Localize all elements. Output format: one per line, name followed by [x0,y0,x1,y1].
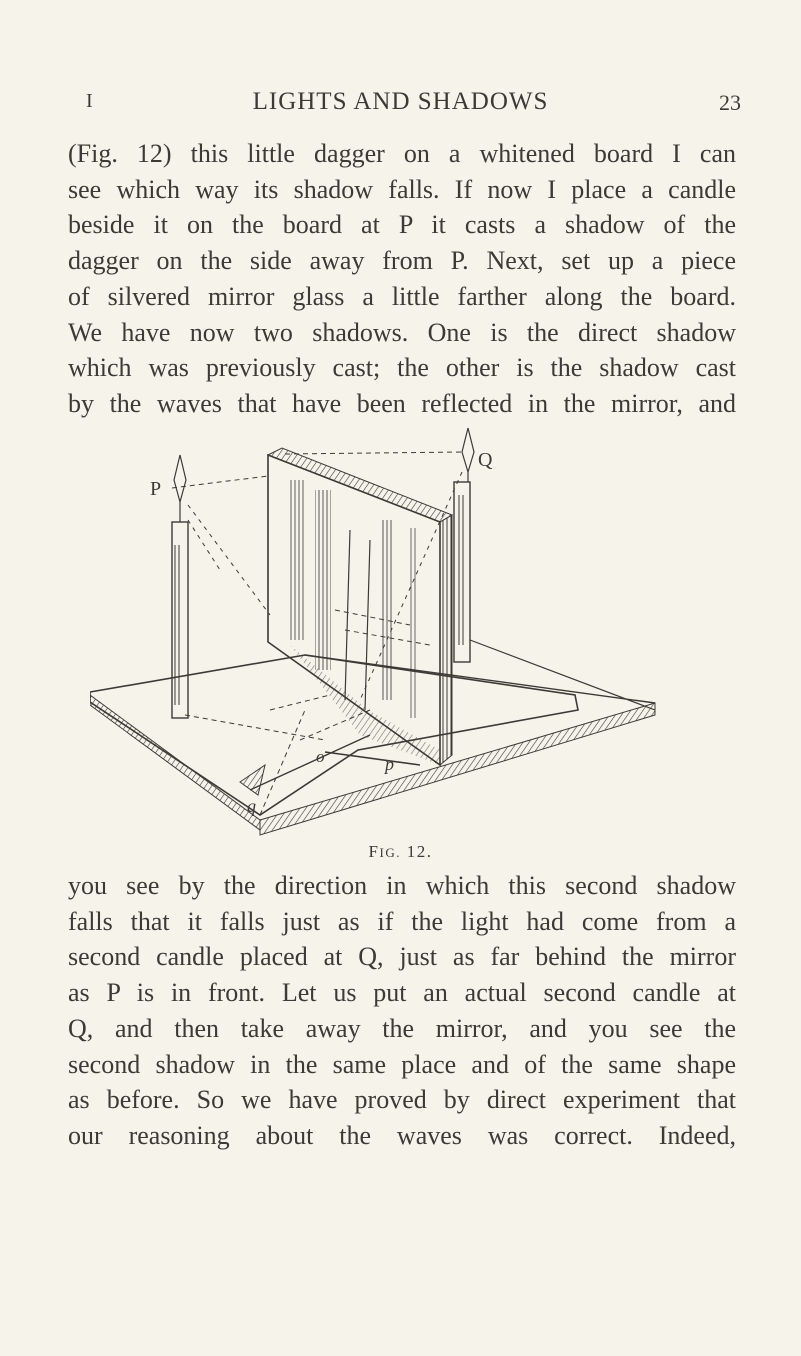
label-o: o [316,747,325,766]
paragraph-1 [68,136,736,422]
caption-smallcaps: IG. [379,845,401,860]
figure-caption [0,842,801,862]
candle-p [172,455,270,718]
text-line: you see by the direction in which this second shadow [68,871,736,900]
chapter-number: I [86,90,93,112]
running-head [0,88,801,122]
label-p-lower: p [385,754,394,774]
text-line: as P is in front. Let us put an actual second candle at [68,978,736,1008]
paragraph-2 [68,868,736,1154]
text-line: which was previously cast; the other is the shadow cast [68,353,736,383]
candle-q [285,428,655,710]
page-number: 23 [719,90,741,115]
text-line: Q, and then take away the mirror, and you see the [68,1013,736,1043]
mirror [268,448,452,765]
caption-number: 12. [406,842,433,861]
caption-prefix: F [368,842,380,861]
text-line: of silvered mirror glass a little farther along the board. [68,281,736,311]
text-line: We have now two shadows. One is the direct shadow [68,317,736,347]
text-line: see which way its shadow falls. If now I place a candle [68,174,736,204]
text-line: dagger on the side away from P. Next, set up a piece [68,246,736,276]
label-q-lower: q [247,796,256,816]
label-q-upper: Q [478,449,493,471]
label-p-upper: P [150,478,162,500]
text-line: second candle placed at Q, just as far behind the mirror [68,942,736,972]
text-line: falls that it falls just as if the light had come from a [68,906,736,936]
text-line: second shadow in the same place and of the same shape [68,1049,736,1079]
text-line: (Fig. 12) this little dagger on a whitened board I can [68,139,736,168]
text-line: our reasoning about the waves was correct. Indeed, [68,1120,736,1150]
text-line: by the waves that have been reflected in the mirror, and [68,388,736,418]
text-line: beside it on the board at P it casts a shadow of the [68,210,736,240]
running-title: LIGHTS AND SHADOWS [252,88,549,115]
figure-illustration [90,410,670,840]
text-line: as before. So we have proved by direct experiment that [68,1085,736,1115]
